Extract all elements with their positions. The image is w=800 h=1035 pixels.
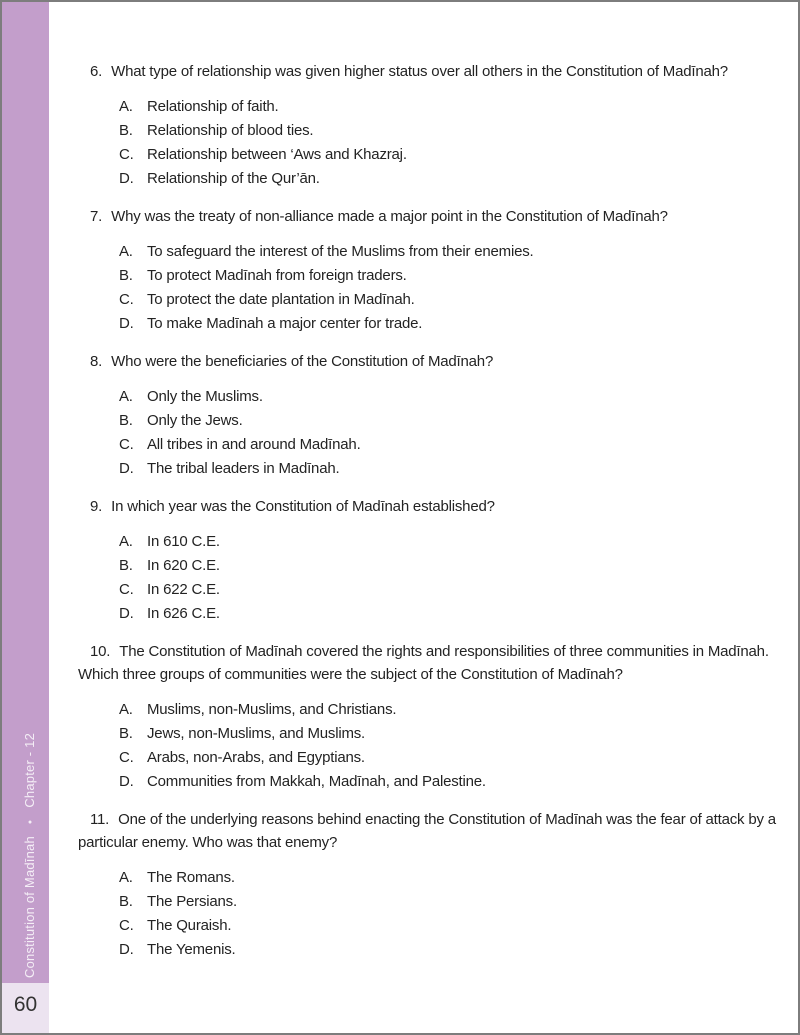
option-c — [78, 746, 778, 770]
option-letter: B. — [119, 412, 133, 429]
question-number: 11. — [90, 811, 110, 828]
options-list — [78, 95, 778, 191]
option-letter: B. — [119, 725, 133, 742]
option-letter: A. — [119, 701, 133, 718]
option-letter: C. — [119, 917, 134, 934]
option-d — [78, 770, 778, 794]
page-number: 60 — [13, 993, 38, 1016]
question-body: In which year was the Constitution of Madīnah established? — [111, 498, 495, 515]
option-text: Relationship between ‘Aws and Khazraj. — [147, 146, 407, 163]
question-8 — [78, 350, 778, 481]
option-text: The Quraish. — [147, 917, 232, 934]
chapter-strip-label — [22, 733, 37, 978]
option-d — [78, 167, 778, 191]
option-text: Communities from Makkah, Madīnah, and Palestine. — [147, 773, 486, 790]
chapter-strip — [2, 2, 49, 983]
option-d — [78, 457, 778, 481]
option-text: In 626 C.E. — [147, 605, 220, 622]
option-b — [78, 554, 778, 578]
page-number-block — [2, 983, 49, 1033]
option-letter: C. — [119, 749, 134, 766]
option-c — [78, 914, 778, 938]
option-letter: D. — [119, 460, 134, 477]
option-letter: A. — [119, 98, 133, 115]
option-b — [78, 722, 778, 746]
options-list — [78, 866, 778, 962]
options-list — [78, 698, 778, 794]
option-letter: D. — [119, 773, 134, 790]
option-text: Only the Muslims. — [147, 388, 263, 405]
option-text: Arabs, non-Arabs, and Egyptians. — [147, 749, 365, 766]
option-letter: C. — [119, 436, 134, 453]
option-letter: C. — [119, 291, 134, 308]
question-text — [78, 808, 778, 854]
option-text: Jews, non-Muslims, and Muslims. — [147, 725, 366, 742]
option-a — [78, 866, 778, 890]
option-text: The Romans. — [147, 869, 235, 886]
question-10 — [78, 640, 778, 794]
option-text: Relationship of the Qur’ān. — [147, 170, 320, 187]
option-letter: D. — [119, 170, 134, 187]
chapter-title-vertical-text: Constitution of Madīnah — [22, 836, 37, 978]
option-d — [78, 938, 778, 962]
question-number: 7. — [90, 208, 103, 225]
question-number: 10. — [90, 643, 111, 660]
option-a — [78, 385, 778, 409]
question-number: 8. — [90, 353, 103, 370]
option-c — [78, 433, 778, 457]
option-text: Relationship of faith. — [147, 98, 279, 115]
question-number: 9. — [90, 498, 103, 515]
question-text — [78, 640, 778, 686]
option-b — [78, 264, 778, 288]
option-text: To protect the date plantation in Madīnah. — [147, 291, 415, 308]
question-body: What type of relationship was given higher status over all others in the Constitution of Madīnah? — [111, 63, 728, 80]
option-text: The tribal leaders in Madīnah. — [147, 460, 340, 477]
question-7 — [78, 205, 778, 336]
option-d — [78, 602, 778, 626]
option-text: Only the Jews. — [147, 412, 243, 429]
question-body: The Constitution of Madīnah covered the rights and responsibilities of three communities in Madīnah. Which three groups of communities were the subject of the Constitution of Madīnah? — [78, 643, 769, 683]
option-letter: B. — [119, 557, 133, 574]
question-body: Who were the beneficiaries of the Constitution of Madīnah? — [111, 353, 494, 370]
option-a — [78, 95, 778, 119]
option-a — [78, 240, 778, 264]
question-text — [78, 495, 778, 518]
option-text: The Persians. — [147, 893, 237, 910]
option-letter: A. — [119, 243, 133, 260]
question-text — [78, 60, 778, 83]
options-list — [78, 385, 778, 481]
option-b — [78, 890, 778, 914]
option-text: The Yemenis. — [147, 941, 236, 958]
option-d — [78, 312, 778, 336]
option-b — [78, 409, 778, 433]
question-body: Why was the treaty of non-alliance made a major point in the Constitution of Madīnah? — [111, 208, 668, 225]
chapter-number-vertical-text: Chapter - 12 — [22, 732, 37, 808]
option-a — [78, 698, 778, 722]
option-text: To safeguard the interest of the Muslims from their enemies. — [147, 243, 534, 260]
question-6 — [78, 60, 778, 191]
option-letter: C. — [119, 581, 134, 598]
option-letter: B. — [119, 267, 133, 284]
option-text: Muslims, non-Muslims, and Christians. — [147, 701, 397, 718]
option-letter: B. — [119, 122, 133, 139]
option-letter: D. — [119, 315, 134, 332]
options-list — [78, 240, 778, 336]
question-number: 6. — [90, 63, 103, 80]
option-text: To protect Madīnah from foreign traders. — [147, 267, 407, 284]
option-letter: D. — [119, 605, 134, 622]
option-text: To make Madīnah a major center for trade. — [147, 315, 423, 332]
option-text: Relationship of blood ties. — [147, 122, 314, 139]
option-text: All tribes in and around Madīnah. — [147, 436, 361, 453]
option-letter: C. — [119, 146, 134, 163]
option-text: In 620 C.E. — [147, 557, 220, 574]
option-letter: B. — [119, 893, 133, 910]
question-text — [78, 205, 778, 228]
option-text: In 622 C.E. — [147, 581, 220, 598]
option-b — [78, 119, 778, 143]
bullet-separator-icon: ● — [27, 819, 34, 825]
question-body: One of the underlying reasons behind enacting the Constitution of Madīnah was the fear of attack by a particular enemy. Who was that enemy? — [78, 811, 776, 851]
option-letter: A. — [119, 869, 133, 886]
question-9 — [78, 495, 778, 626]
option-c — [78, 288, 778, 312]
option-text: In 610 C.E. — [147, 533, 220, 550]
option-c — [78, 143, 778, 167]
option-a — [78, 530, 778, 554]
question-11 — [78, 808, 778, 962]
option-c — [78, 578, 778, 602]
option-letter: A. — [119, 388, 133, 405]
question-text — [78, 350, 778, 373]
questions-area — [78, 60, 778, 976]
option-letter: A. — [119, 533, 133, 550]
option-letter: D. — [119, 941, 134, 958]
options-list — [78, 530, 778, 626]
